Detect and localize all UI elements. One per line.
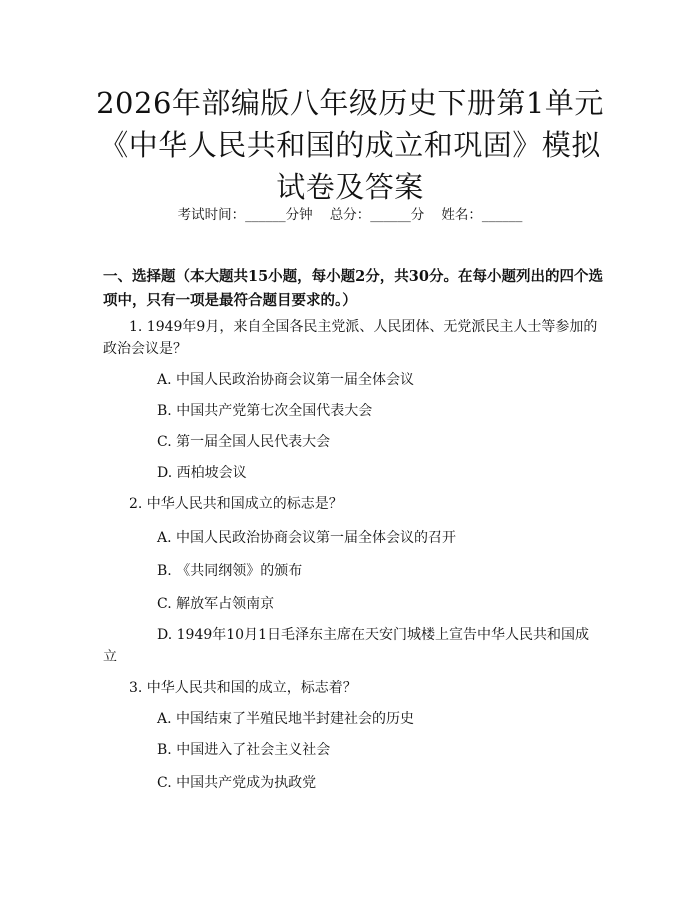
question-2-text: 2. 中华人民共和国成立的标志是？ [129,496,343,512]
question-2-option-a: A. 中国人民政治协商会议第一届全体会议的召开 [157,530,457,546]
question-3-option-a: A. 中国结束了半殖民地半封建社会的历史 [157,711,415,727]
question-2-option-d: D. 1949年10月1日毛泽东主席在天安门城楼上宣告中华人民共和国成 [157,627,589,643]
question-1-option-b: B. 中国共产党第七次全国代表大会 [157,403,373,419]
question-2-option-b: B. 《共同纲领》的颁布 [157,563,303,579]
question-1-text: 1. 1949年9月，来自全国各民主党派、人民团体、无党派民主人士等参加的 [129,319,598,335]
question-3-option-b: B. 中国进入了社会主义社会 [157,742,331,758]
question-2-option-d-continued: 立 [103,649,117,665]
section-heading: 一、选择题（本大题共15小题，每小题2分，共30分。在每小题列出的四个选项中，只有一项是最符合题目要求的。） [103,268,603,309]
question-3-text: 3. 中华人民共和国的成立，标志着？ [129,680,357,696]
document-title: 2026年部编版八年级历史下册第1单元《中华人民共和国的成立和巩固》模拟试卷及答案 [96,86,604,204]
question-1-option-d: D. 西柏坡会议 [157,465,247,481]
question-3-option-c: C. 中国共产党成为执政党 [157,775,317,791]
question-2-option-c: C. 解放军占领南京 [157,596,275,612]
question-1-text-continued: 政治会议是？ [103,341,187,357]
question-1-option-a: A. 中国人民政治协商会议第一届全体会议 [157,372,415,388]
question-1-option-c: C. 第一届全国人民代表大会 [157,434,331,450]
exam-meta-line: 考试时间：______分钟 总分：______分 姓名：______ [177,207,523,223]
